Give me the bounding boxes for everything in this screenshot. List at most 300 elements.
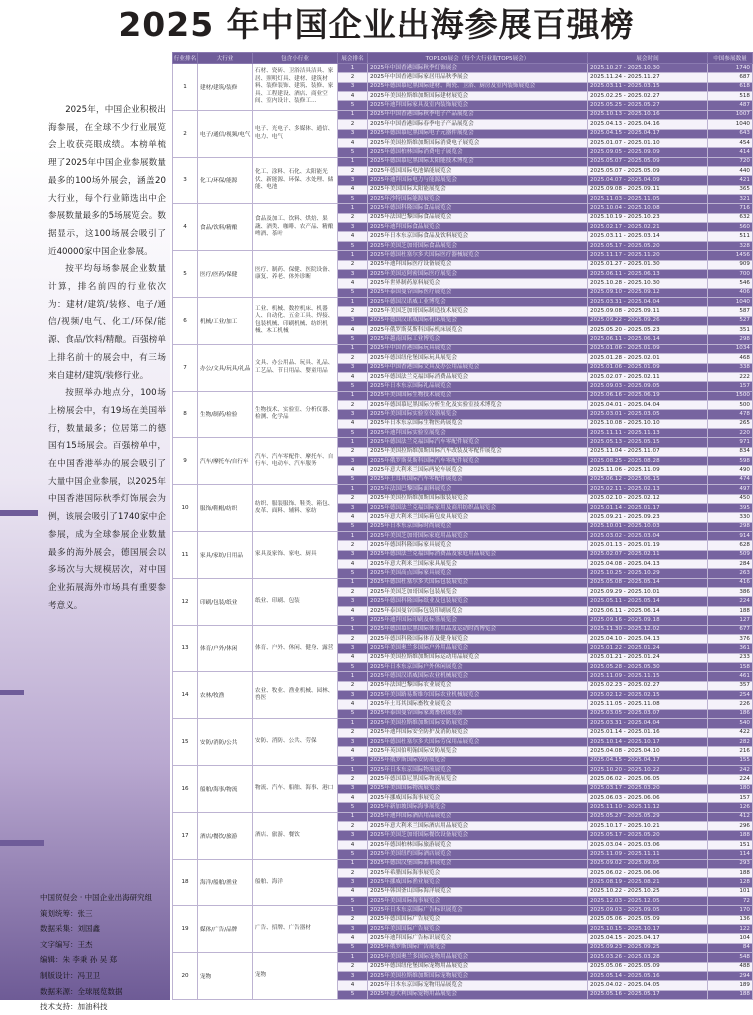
deco-bar <box>0 510 38 516</box>
header-show-date: 展会时间 <box>588 53 708 64</box>
sub-industries: 广告、招牌、广告器材 <box>253 906 338 953</box>
china-count: 296 <box>708 822 753 831</box>
table-row <box>173 812 753 821</box>
china-count: 188 <box>708 606 753 615</box>
show-date: 2025.03.11 - 2025.03.15 <box>588 82 708 91</box>
china-count: 450 <box>708 494 753 503</box>
table-row <box>173 110 753 119</box>
sub-industries: 船舶、海洋 <box>253 859 338 906</box>
show-rank: 5 <box>338 382 368 391</box>
industry-name: 办公/文具/玩具/礼品 <box>198 344 253 391</box>
china-count: 220 <box>708 429 753 438</box>
sub-industries: 纺织、服装服饰、鞋类、箱包、皮革、面料、辅料、家纺 <box>253 485 338 532</box>
show-rank: 3 <box>338 831 368 840</box>
table-row <box>173 485 753 494</box>
china-count: 720 <box>708 157 753 166</box>
china-count: 157 <box>708 794 753 803</box>
show-date: 2025.04.02 - 2025.04.05 <box>588 981 708 990</box>
show-date: 2025.04.15 - 2025.04.17 <box>588 934 708 943</box>
show-name: 2025年中国香港国际秋季电子产品展览会 <box>368 110 588 119</box>
china-count: 414 <box>708 148 753 157</box>
show-name: 2025年意大利米兰国际箱包皮具展览会 <box>368 513 588 522</box>
intro-paragraph: 按平均每场参展企业数量计算，排名前四的行业依次为：建材/建筑/装修、电子/通信/视频/电气、化工/环保/能源、食品/饮料/精酿。百强榜单上排名前十的展会中，有三场来自建材/建筑/装修行业。 <box>48 264 166 381</box>
show-rank: 1 <box>338 64 368 73</box>
show-rank: 3 <box>338 691 368 700</box>
intro-paragraph: 按照举办地点分，100场上榜展会中，有19场在美国举行，数量最多；位居第二的德国有15场展会。百强榜单中，在中国香港举办的展会吸引了大量中国企业参展，以2025年中国香港国际秋季灯饰展会为例，该展会吸引了1740家中企参展，成为全球参展企业数量最多的海外展会，德国展会以多场次与大规模居次，对中国企业拓展海外市场具有重要参考意义。 <box>48 388 166 611</box>
sub-industries: 体育、户外、休闲、健身、露营 <box>253 625 338 672</box>
show-date: 2025.11.17 - 2025.11.20 <box>588 251 708 260</box>
show-name: 2025年美国拉斯维加斯国际服装展览会 <box>368 494 588 503</box>
show-name: 2025年泰国曼谷国际包装印刷展览会 <box>368 606 588 615</box>
china-count: 511 <box>708 232 753 241</box>
show-date: 2025.03.01 - 2025.03.05 <box>588 410 708 419</box>
industry-rank: 1 <box>173 64 198 111</box>
show-name: 2025年俄罗斯莫斯科国际机床展览会 <box>368 326 588 335</box>
show-name: 2025年美国奥兰多国际户外用品展览会 <box>368 644 588 653</box>
industry-rank: 14 <box>173 672 198 719</box>
show-rank: 2 <box>338 73 368 82</box>
ranking-table <box>172 52 753 1000</box>
sub-industries: 生物技术、实验室、分析仪器、检测、化学品 <box>253 391 338 438</box>
show-date: 2025.06.16 - 2025.06.19 <box>588 391 708 400</box>
show-rank: 3 <box>338 410 368 419</box>
show-name: 2025年德国杜塞尔多夫国际包装展览会 <box>368 578 588 587</box>
credit-line: 文字编写：王杰 <box>40 939 93 949</box>
china-count: 376 <box>708 634 753 643</box>
show-name: 2025年沙特国际能源展览会 <box>368 195 588 204</box>
show-name: 2025年泰国曼谷国际家禽畜牧展览会 <box>368 709 588 718</box>
china-count: 293 <box>708 859 753 868</box>
show-name: 2025年德国科隆国际体育及健身展览会 <box>368 634 588 643</box>
industry-rank: 3 <box>173 157 198 204</box>
china-count: 330 <box>708 513 753 522</box>
industry-name: 机械/工业/加工 <box>198 297 253 344</box>
show-name: 2025年意大利米兰国际两轮车展览会 <box>368 466 588 475</box>
sub-industries: 农业、牧业、渔业机械、园林、兽医 <box>253 672 338 719</box>
show-date: 2025.01.21 - 2025.01.24 <box>588 653 708 662</box>
show-name: 2025年法国巴黎国际农业展览会 <box>368 681 588 690</box>
show-rank: 4 <box>338 700 368 709</box>
china-count: 632 <box>708 213 753 222</box>
show-date: 2025.04.15 - 2025.04.17 <box>588 756 708 765</box>
show-date: 2025.10.14 - 2025.10.17 <box>588 737 708 746</box>
show-name: 2025年中国香港国际玩具展览会 <box>368 344 588 353</box>
show-date: 2025.03.17 - 2025.03.20 <box>588 784 708 793</box>
china-count: 242 <box>708 765 753 774</box>
china-count: 527 <box>708 316 753 325</box>
china-count: 114 <box>708 850 753 859</box>
show-name: 2025年韩国釜山国际海洋展览会 <box>368 887 588 896</box>
table-row <box>173 672 753 681</box>
china-count: 222 <box>708 372 753 381</box>
show-rank: 5 <box>338 850 368 859</box>
show-rank: 1 <box>338 953 368 962</box>
show-name: 2025年美国高点国际家具展览会 <box>368 569 588 578</box>
show-date: 2025.02.10 - 2025.02.12 <box>588 494 708 503</box>
china-count: 216 <box>708 747 753 756</box>
sub-industries: 化工、涂料、石化、太阳能光伏、新能源、环保、水处理、储能、电池 <box>253 157 338 204</box>
show-date: 2025.09.10 - 2025.09.12 <box>588 288 708 297</box>
header-sub-industries: 包含小行业 <box>253 53 338 64</box>
china-count: 157 <box>708 382 753 391</box>
table-row <box>173 859 753 868</box>
show-rank: 4 <box>338 794 368 803</box>
china-count: 1040 <box>708 297 753 306</box>
show-name: 2025年美国国际广告展览会 <box>368 925 588 934</box>
show-name: 2025年德国慕尼黑国际体育用品及运动时尚博览会 <box>368 625 588 634</box>
show-date: 2025.01.06 - 2025.01.09 <box>588 344 708 353</box>
table-row <box>173 391 753 400</box>
show-name: 2025年美国拉斯维加斯国际安防展览会 <box>368 719 588 728</box>
show-date: 2025.09.16 - 2025.09.18 <box>588 616 708 625</box>
china-count: 233 <box>708 653 753 662</box>
show-date: 2025.09.22 - 2025.09.26 <box>588 316 708 325</box>
show-date: 2025.01.22 - 2025.01.24 <box>588 644 708 653</box>
show-rank: 1 <box>338 625 368 634</box>
header-show-name: TOP100展会（每个大行业取TOP5展会） <box>368 53 588 64</box>
show-rank: 3 <box>338 269 368 278</box>
show-date: 2025.02.07 - 2025.02.11 <box>588 372 708 381</box>
show-rank: 5 <box>338 101 368 110</box>
show-date: 2025.11.05 - 2025.11.08 <box>588 700 708 709</box>
show-date: 2025.04.13 - 2025.04.16 <box>588 120 708 129</box>
show-date: 2025.10.08 - 2025.10.10 <box>588 419 708 428</box>
show-name: 2025年德国柏林国际消费电子展览会 <box>368 148 588 157</box>
show-rank: 2 <box>338 213 368 222</box>
industry-name: 建材/建筑/装修 <box>198 64 253 111</box>
show-date: 2025.10.01 - 2025.10.03 <box>588 522 708 531</box>
header-industry-rank: 行业排名 <box>173 53 198 64</box>
china-count: 598 <box>708 457 753 466</box>
show-rank: 5 <box>338 990 368 999</box>
industry-name: 服饰/鞋帽/纺织 <box>198 485 253 532</box>
china-count: 454 <box>708 138 753 147</box>
industry-name: 农林/牧渔 <box>198 672 253 719</box>
china-count: 468 <box>708 354 753 363</box>
show-date: 2025.01.14 - 2025.01.16 <box>588 728 708 737</box>
industry-rank: 15 <box>173 719 198 766</box>
credit-line: 数据来源：全球展览数据 <box>40 986 123 996</box>
show-date: 2025.12.03 - 2025.12.05 <box>588 896 708 905</box>
show-name: 2025年中国香港国际秋季灯饰展会 <box>368 64 588 73</box>
show-rank: 2 <box>338 962 368 971</box>
show-date: 2025.05.16 - 2025.05.17 <box>588 990 708 999</box>
show-name: 2025年日本东京国际时尚展览会 <box>368 522 588 531</box>
china-count: 361 <box>708 644 753 653</box>
china-count: 461 <box>708 672 753 681</box>
show-date: 2025.06.02 - 2025.06.06 <box>588 868 708 877</box>
china-count: 127 <box>708 616 753 625</box>
show-date: 2025.10.25 - 2025.10.29 <box>588 569 708 578</box>
credit-line: 数据采集：刘国鑫 <box>40 924 100 934</box>
show-name: 2025年希腊国际海事展览会 <box>368 868 588 877</box>
show-name: 2025年意大利米兰国际酒店用品展览会 <box>368 822 588 831</box>
industry-rank: 4 <box>173 204 198 251</box>
show-rank: 4 <box>338 934 368 943</box>
china-count: 188 <box>708 868 753 877</box>
sub-industries: 食品及加工、饮料、烘焙、果蔬、酒类、咖啡、农产品、精酿啤酒、茶叶 <box>253 204 338 251</box>
industry-rank: 10 <box>173 485 198 532</box>
show-rank: 2 <box>338 775 368 784</box>
table-row <box>173 438 753 447</box>
sub-industries: 医疗、制药、保健、医院设备、康复、养老、体外诊断 <box>253 251 338 298</box>
show-name: 2025年美国国际太阳能展览会 <box>368 185 588 194</box>
credit-line: 中国贸促会 · 中国企业出海研究组 <box>40 893 153 902</box>
show-date: 2025.01.13 - 2025.01.19 <box>588 541 708 550</box>
china-count: 298 <box>708 522 753 531</box>
table-row <box>173 157 753 166</box>
show-name: 2025年中国香港国际文具及办公用品展览会 <box>368 363 588 372</box>
show-rank: 3 <box>338 925 368 934</box>
china-count: 971 <box>708 438 753 447</box>
show-date: 2025.10.04 - 2025.10.08 <box>588 204 708 213</box>
show-date: 2025.03.04 - 2025.03.06 <box>588 840 708 849</box>
industry-name: 电子/通信/视频/电气 <box>198 110 253 157</box>
show-rank: 2 <box>338 588 368 597</box>
china-count: 487 <box>708 101 753 110</box>
industry-name: 海洋/船舶/渔业 <box>198 859 253 906</box>
china-count: 170 <box>708 906 753 915</box>
show-date: 2025.11.24 - 2025.11.27 <box>588 73 708 82</box>
show-date: 2025.06.11 - 2025.06.14 <box>588 335 708 344</box>
show-name: 2025年德国汉堡国际海事展览会 <box>368 859 588 868</box>
sub-industries: 汽车、汽车零配件、摩托车、自行车、电动车、汽车服务 <box>253 438 338 485</box>
show-date: 2025.04.07 - 2025.04.09 <box>588 176 708 185</box>
show-name: 2025年美国迈阿密国际医疗展览会 <box>368 269 588 278</box>
show-date: 2025.09.05 - 2025.09.09 <box>588 148 708 157</box>
show-date: 2025.11.30 - 2025.12.02 <box>588 625 708 634</box>
china-count: 643 <box>708 129 753 138</box>
show-date: 2025.11.10 - 2025.11.12 <box>588 803 708 812</box>
show-date: 2025.10.22 - 2025.10.25 <box>588 887 708 896</box>
show-name: 2025年德国慕尼黑国际太阳能技术博览会 <box>368 157 588 166</box>
show-date: 2025.09.03 - 2025.09.05 <box>588 382 708 391</box>
show-rank: 3 <box>338 784 368 793</box>
industry-rank: 12 <box>173 578 198 625</box>
industry-rank: 17 <box>173 812 198 859</box>
show-rank: 2 <box>338 494 368 503</box>
show-name: 2025年迪拜国际医疗设备展览会 <box>368 260 588 269</box>
china-count: 122 <box>708 925 753 934</box>
intro-text <box>48 102 166 615</box>
china-count: 416 <box>708 578 753 587</box>
credit-line: 策划统筹：张三 <box>40 908 93 918</box>
show-rank: 4 <box>338 466 368 475</box>
show-rank: 1 <box>338 344 368 353</box>
china-count: 265 <box>708 419 753 428</box>
show-date: 2025.02.12 - 2025.02.15 <box>588 691 708 700</box>
page-title: 2025 年中国企业出海参展百强榜 <box>118 5 635 44</box>
industry-rank: 2 <box>173 110 198 157</box>
china-count: 587 <box>708 307 753 316</box>
show-rank: 4 <box>338 513 368 522</box>
china-count: 1456 <box>708 251 753 260</box>
china-count: 128 <box>708 878 753 887</box>
china-count: 497 <box>708 485 753 494</box>
show-rank: 1 <box>338 391 368 400</box>
show-date: 2025.02.23 - 2025.02.27 <box>588 681 708 690</box>
show-date: 2025.05.25 - 2025.05.27 <box>588 101 708 110</box>
show-date: 2025.10.20 - 2025.10.22 <box>588 765 708 774</box>
show-date: 2025.05.06 - 2025.05.09 <box>588 962 708 971</box>
show-rank: 1 <box>338 672 368 681</box>
table-row <box>173 344 753 353</box>
china-count: 338 <box>708 363 753 372</box>
show-rank: 2 <box>338 166 368 175</box>
show-date: 2025.09.08 - 2025.09.11 <box>588 307 708 316</box>
show-rank: 4 <box>338 887 368 896</box>
show-name: 2025年美国拉斯维加斯国际建材展览会 <box>368 92 588 101</box>
show-date: 2025.11.03 - 2025.11.05 <box>588 195 708 204</box>
show-rank: 1 <box>338 578 368 587</box>
china-count: 909 <box>708 260 753 269</box>
china-count: 518 <box>708 92 753 101</box>
show-date: 2025.05.08 - 2025.05.14 <box>588 578 708 587</box>
table-row <box>173 625 753 634</box>
show-date: 2025.09.29 - 2025.10.01 <box>588 588 708 597</box>
show-rank: 1 <box>338 812 368 821</box>
show-name: 2025年英国伯明翰国际安防展览会 <box>368 747 588 756</box>
china-count: 488 <box>708 962 753 971</box>
china-count: 1740 <box>708 64 753 73</box>
show-name: 2025年德国慕尼黑国际分析生化及实验室技术博览会 <box>368 400 588 409</box>
china-count: 351 <box>708 326 753 335</box>
china-count: 328 <box>708 241 753 250</box>
china-count: 321 <box>708 195 753 204</box>
industry-name: 医疗/医药/保健 <box>198 251 253 298</box>
show-name: 2025年德国杜塞尔多夫国际劳保用品展览会 <box>368 737 588 746</box>
show-name: 2025年德国法兰克福国际消费品及家庭用品展览会 <box>368 550 588 559</box>
china-count: 386 <box>708 588 753 597</box>
show-date: 2025.10.15 - 2025.10.17 <box>588 925 708 934</box>
show-date: 2025.01.14 - 2025.01.17 <box>588 503 708 512</box>
china-count: 546 <box>708 279 753 288</box>
table-row <box>173 251 753 260</box>
show-name: 2025年新加坡国际海事展览会 <box>368 803 588 812</box>
show-rank: 2 <box>338 120 368 129</box>
show-date: 2025.09.23 - 2025.09.25 <box>588 943 708 952</box>
industry-name: 船舶/海事/物流 <box>198 765 253 812</box>
show-name: 2025年中国香港国际家居用品秋季展会 <box>368 73 588 82</box>
show-rank: 1 <box>338 297 368 306</box>
credit-line: 技术支持：加油科技 <box>40 1002 108 1012</box>
intro-paragraph: 2025年，中国企业积极出海参展，在全球不少行业展览会上收获亮眼成绩。本榜单梳理了2025年中国企业参展数量最多的100场外展会，涵盖20大行业，每个行业筛选出中企参展数量最多的5场展览会。数据显示，这100场展会吸引了近40000家中国企业参展。 <box>48 105 166 257</box>
show-name: 2025年法国巴黎国际面料展览会 <box>368 485 588 494</box>
show-date: 2025.10.13 - 2025.10.16 <box>588 110 708 119</box>
sub-industries: 电子、光电子、多媒体、通信、电力、电气 <box>253 110 338 157</box>
show-rank: 2 <box>338 447 368 456</box>
show-date: 2025.10.17 - 2025.10.21 <box>588 822 708 831</box>
header-industry: 大行业 <box>198 53 253 64</box>
show-name: 2025年日本东京国际广告标识展览会 <box>368 906 588 915</box>
china-count: 509 <box>708 550 753 559</box>
china-count: 282 <box>708 737 753 746</box>
show-rank: 3 <box>338 316 368 325</box>
china-count: 224 <box>708 775 753 784</box>
show-rank: 5 <box>338 896 368 905</box>
china-count: 395 <box>708 503 753 512</box>
show-rank: 4 <box>338 840 368 849</box>
china-count: 914 <box>708 531 753 540</box>
show-name: 2025年德国柏林国际旅游展览会 <box>368 840 588 849</box>
show-name: 2025年美国拉斯维加斯国际汽车改装及零配件展览会 <box>368 447 588 456</box>
show-name: 2025年俄罗斯国际广告展览会 <box>368 943 588 952</box>
sub-industries: 家具及家饰、家电、厨具 <box>253 531 338 578</box>
china-count: 440 <box>708 166 753 175</box>
deco-bar <box>0 840 44 846</box>
show-rank: 3 <box>338 457 368 466</box>
table-row <box>173 765 753 774</box>
china-count: 365 <box>708 185 753 194</box>
show-name: 2025年迪拜国际实验室展览会 <box>368 429 588 438</box>
show-name: 2025年美国芝加哥国际制造技术展览会 <box>368 307 588 316</box>
sub-industries: 文具、办公用品、玩具、礼品、工艺品、节日用品、婴童用品 <box>253 344 338 391</box>
show-name: 2025年迪拜国际家具及室内装饰展览会 <box>368 101 588 110</box>
industry-name: 汽车/摩托车/自行车 <box>198 438 253 485</box>
show-rank: 5 <box>338 616 368 625</box>
show-date: 2025.08.19 - 2025.08.21 <box>588 878 708 887</box>
china-count: 500 <box>708 400 753 409</box>
sub-industries: 物流、汽车、船舶、海事、港口 <box>253 765 338 812</box>
china-count: 104 <box>708 934 753 943</box>
china-count: 1500 <box>708 391 753 400</box>
table-row <box>173 204 753 213</box>
show-rank: 4 <box>338 606 368 615</box>
china-count: 155 <box>708 756 753 765</box>
credits <box>40 890 168 1015</box>
show-date: 2025.10.27 - 2025.10.30 <box>588 64 708 73</box>
industry-name: 酒店/餐饮/旅游 <box>198 812 253 859</box>
show-rank: 1 <box>338 438 368 447</box>
industry-name: 食品/饮料/精酿 <box>198 204 253 251</box>
show-rank: 3 <box>338 971 368 980</box>
show-name: 2025年日本东京国际食品及饮料展览会 <box>368 232 588 241</box>
show-name: 2025年泰国曼谷国际医疗展览会 <box>368 288 588 297</box>
show-name: 2025年德国慕尼黑国际电子元器件展览会 <box>368 129 588 138</box>
show-rank: 4 <box>338 981 368 990</box>
show-date: 2025.02.17 - 2025.02.21 <box>588 223 708 232</box>
show-name: 2025年美国奥兰多国际宠物用品展览会 <box>368 953 588 962</box>
show-rank: 5 <box>338 195 368 204</box>
china-count: 189 <box>708 981 753 990</box>
china-count: 474 <box>708 475 753 484</box>
show-date: 2025.06.02 - 2025.06.05 <box>588 775 708 784</box>
show-rank: 1 <box>338 485 368 494</box>
sub-industries: 石材、瓷砖、卫浴洁具洁具、家居、照明灯具、建材、建筑材料、装修装饰、建筑、装修、家具、工程建设、酒店、商业空间、室内设计、装修工… <box>253 64 338 111</box>
show-rank: 1 <box>338 859 368 868</box>
show-name: 2025年德国纽伦堡国际宠物用品展览会 <box>368 962 588 971</box>
show-name: 2025年德国杜塞尔多夫国际医疗器械展览会 <box>368 251 588 260</box>
show-rank: 1 <box>338 204 368 213</box>
industry-rank: 13 <box>173 625 198 672</box>
table-body <box>173 64 753 1000</box>
china-count: 136 <box>708 915 753 924</box>
show-name: 2025年德国国际广告展览会 <box>368 915 588 924</box>
show-rank: 5 <box>338 335 368 344</box>
china-count: 1007 <box>708 110 753 119</box>
industry-name: 家具/家纺/日用品 <box>198 531 253 578</box>
china-count: 84 <box>708 943 753 952</box>
show-rank: 2 <box>338 868 368 877</box>
industry-rank: 9 <box>173 438 198 485</box>
china-count: 254 <box>708 691 753 700</box>
show-name: 2025年迪拜国际酒店用品展览会 <box>368 812 588 821</box>
show-rank: 1 <box>338 906 368 915</box>
show-date: 2025.04.01 - 2025.04.04 <box>588 400 708 409</box>
header-show-rank: 展会排名 <box>338 53 368 64</box>
show-name: 2025年美国芝加哥国际包装展览会 <box>368 588 588 597</box>
show-date: 2025.09.21 - 2025.09.23 <box>588 513 708 522</box>
